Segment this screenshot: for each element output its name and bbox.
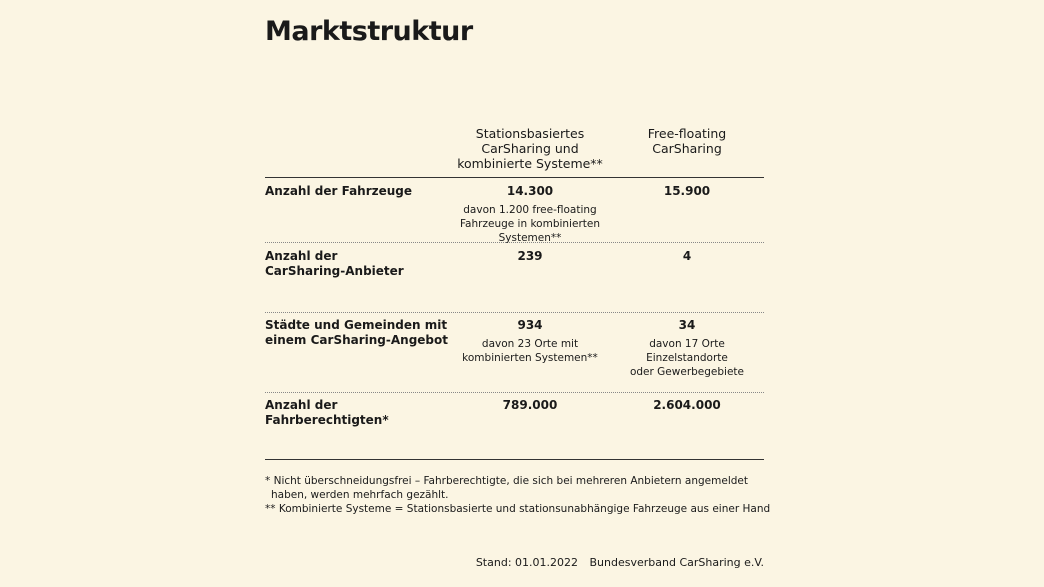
free-floating-cell: [610, 318, 764, 392]
source-credit: Bundesverband CarSharing e.V.: [589, 556, 764, 569]
table-row: [265, 393, 764, 460]
footnotes: [265, 474, 775, 516]
cell-note: davon 23 Orte mit kombinierten Systemen**: [462, 338, 598, 364]
station-based-cell: [450, 318, 610, 392]
table-header-row: [265, 126, 764, 178]
cell-value: 34: [678, 318, 696, 332]
row-label: Anzahl der Fahrzeuge: [265, 184, 413, 198]
column-header-free-floating: Free-floating CarSharing: [647, 126, 727, 156]
source-footer: [476, 556, 764, 569]
cell-value: 2.604.000: [653, 398, 721, 412]
row-label: Anzahl der Fahrberechtigten*: [265, 398, 389, 427]
row-label: Städte und Gemeinden mit einem CarSharing-Angebot: [265, 318, 448, 347]
station-based-cell: [450, 184, 610, 242]
table-row: [265, 243, 764, 313]
station-based-cell: [450, 249, 610, 312]
page-title: Marktstruktur: [265, 16, 473, 47]
free-floating-cell: [610, 184, 764, 242]
row-label: Anzahl der CarSharing-Anbieter: [265, 249, 404, 278]
cell-value: 14.300: [506, 184, 554, 198]
footnote-1: * Nicht überschneidungsfrei – Fahrberechtigte, die sich bei mehreren Anbietern angemeldet: [265, 475, 748, 487]
cell-value: 15.900: [663, 184, 711, 198]
cell-value: 789.000: [502, 398, 558, 412]
table-row: [265, 313, 764, 393]
free-floating-cell: [610, 398, 764, 459]
table-row: [265, 178, 764, 243]
date-stamp: Stand: 01.01.2022: [475, 556, 579, 569]
market-structure-table: [265, 126, 764, 460]
column-header-station-based: Stationsbasiertes CarSharing und kombinierte Systeme**: [457, 126, 603, 171]
cell-value: 934: [517, 318, 543, 332]
station-based-cell: [450, 398, 610, 459]
footnote-2: ** Kombinierte Systeme = Stationsbasierte und stationsunabhängige Fahrzeuge aus einer Hand: [265, 503, 771, 515]
cell-note: davon 17 Orte Einzelstandorte oder Gewerbegebiete: [629, 338, 745, 378]
cell-value: 239: [517, 249, 543, 263]
footnote-1-continuation: haben, werden mehrfach gezählt.: [271, 489, 449, 501]
cell-note: davon 1.200 free-floating Fahrzeuge in kombinierten Systemen**: [459, 204, 600, 244]
free-floating-cell: [610, 249, 764, 312]
cell-value: 4: [682, 249, 692, 263]
header-empty-cell: [265, 126, 450, 171]
